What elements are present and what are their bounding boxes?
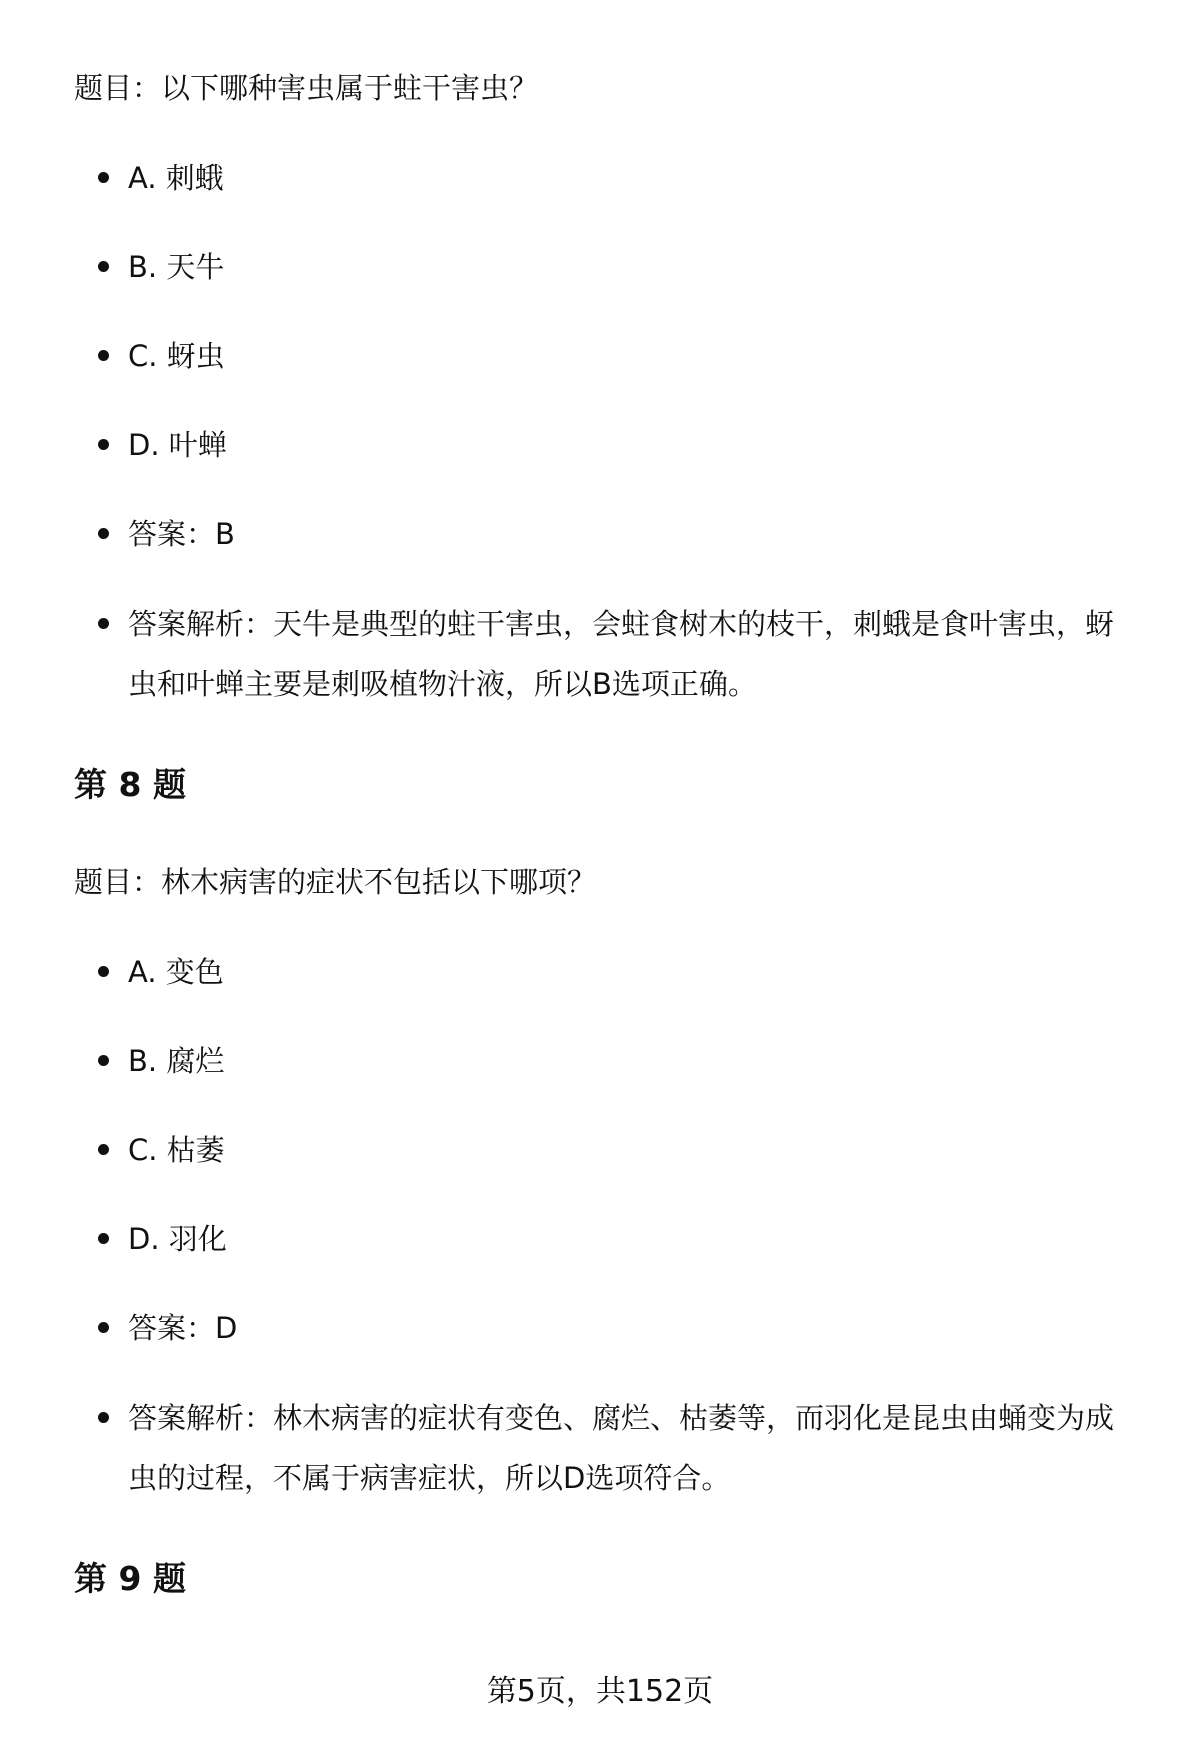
q7-answer: 答案：B <box>128 504 1128 564</box>
q9-heading: 第 9 题 <box>74 1559 186 1598</box>
q7-option-c: C. 蚜虫 <box>128 326 1128 386</box>
q8-answer: 答案：D <box>128 1298 1128 1358</box>
q7-option-a: A. 刺蛾 <box>128 148 1128 208</box>
q7-question: 题目：以下哪种害虫属于蛀干害虫？ <box>74 71 539 105</box>
q8-option-d: D. 羽化 <box>128 1209 1128 1269</box>
q8-option-b: B. 腐烂 <box>128 1031 1128 1091</box>
q8-heading: 第 8 题 <box>74 765 186 804</box>
q7-explanation: 答案解析：天牛是典型的蛀干害虫，会蛀食树木的枝干，刺蛾是食叶害虫，蚜虫和叶蝉主要是刺吸植物汁液，所以B选项正确。 <box>128 594 1128 714</box>
q8-question: 题目：林木病害的症状不包括以下哪项？ <box>74 865 597 899</box>
q7-option-d: D. 叶蝉 <box>128 415 1128 475</box>
q8-explanation: 答案解析：林木病害的症状有变色、腐烂、枯萎等，而羽化是昆虫由蛹变为成虫的过程，不属于病害症状，所以D选项符合。 <box>128 1388 1128 1508</box>
q7-option-b: B. 天牛 <box>128 237 1128 297</box>
q8-option-c: C. 枯萎 <box>128 1120 1128 1180</box>
q8-option-a: A. 变色 <box>128 942 1128 1002</box>
page-footer: 第5页，共152页 <box>486 1674 714 1709</box>
